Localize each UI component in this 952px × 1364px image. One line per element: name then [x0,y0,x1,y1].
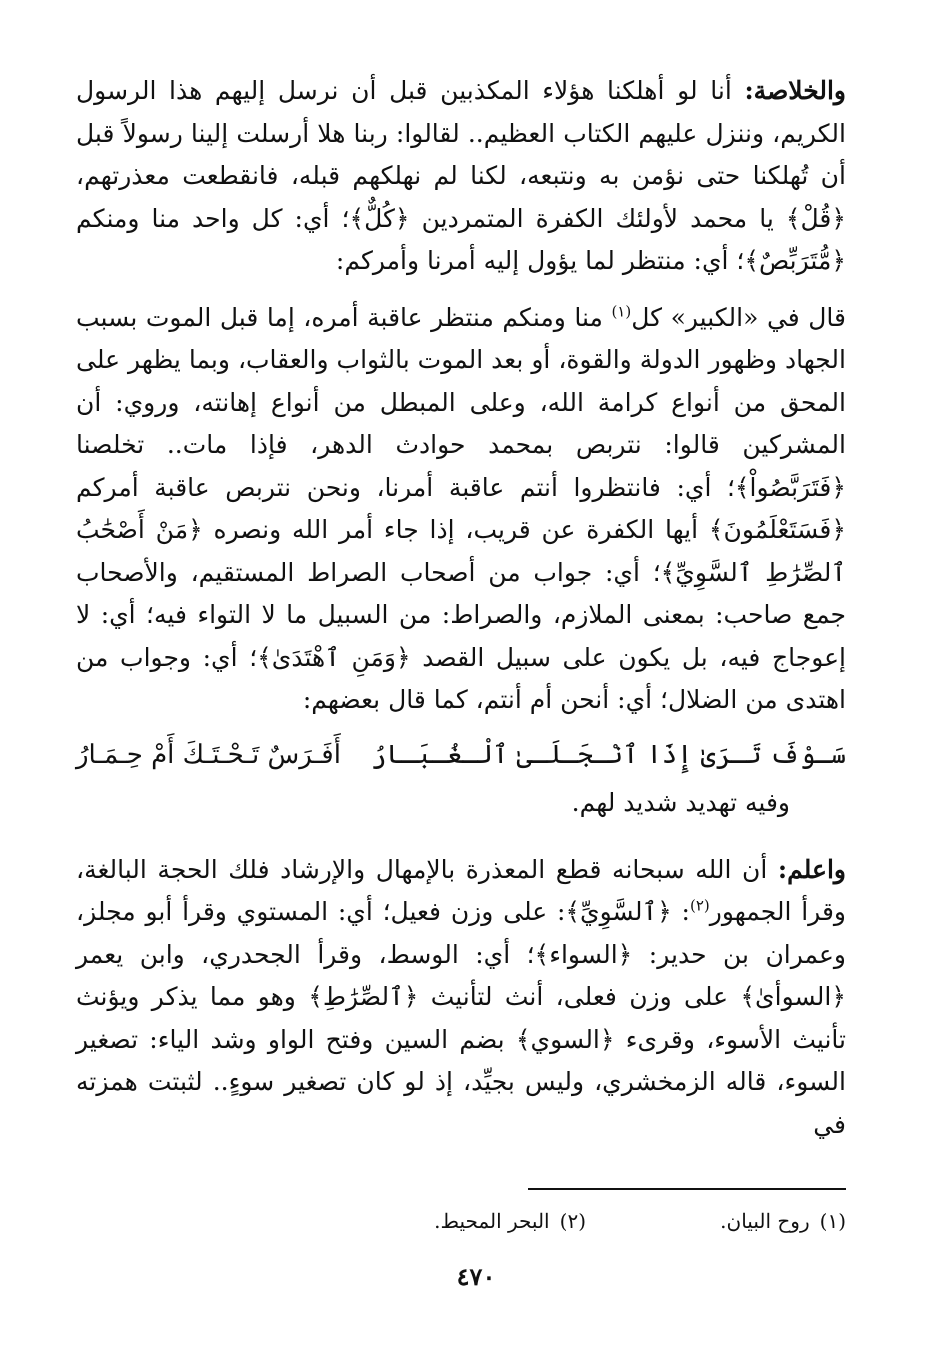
paragraph-lead: واعلم: [777,854,846,884]
verse-hemistich-second: أَفَـرَسٌ تَـحْـتَـكَ أَمْ حِـمَـارُ [76,739,341,770]
paragraph-commentary [76,297,846,722]
paragraph-text-after-note: : ﴿ٱلسَّوِيِّ﴾: على وزن فعيل؛ أي: المستوي وقرأ أبو مجلز، وعمران بن حدير: ﴿السواء﴾؛ أي: الوسط، وقرأ الجحدري، وابن يعمر ﴿السوأىٰ﴾ على وزن فعلى، أنث لتأنيث ﴿ٱلصِّرَٰطِ﴾ وهو مما يذكر ويؤنث تأنيث الأسوء، وقرىء ﴿السوي﴾ بضم السين وفتح الواو وشد الياء: تصغير السوء، قاله الزمخشري، وليس بجيِّد، إذ لو كان تصغير سوءٍ.. لثبتت همزته في [76,897,846,1139]
footnote-number: (٢) [559,1209,586,1233]
page-number: ٤٧٠ [456,1262,496,1291]
page-body [76,70,846,1146]
paragraph-text-after-note: منا ومنكم منتظر عاقبة أمره، إما قبل الموت بسبب الجهاد وظهور الدولة والقوة، أو بعد الموت بالثواب والعقاب، وبما يظهر على المحق من أنواع كرامة الله، وعلى المبطل من أنواع إهانته، وروي: أن المشركين قالوا: نتربص بمحمد حوادث الدهر، فإذا مات.. تخلصنا ﴿فَتَرَبَّصُواْ﴾؛ أي: فانتظروا أنتم عاقبة أمرنا، ونحن نتربص عاقبة أمركم ﴿فَسَتَعْلَمُونَ﴾ أيها الكفرة عن قريب، إذا جاء أمر الله ونصره ﴿مَنْ أَصْحَٰبُ ٱلصِّرَٰطِ ٱلسَّوِيِّ﴾؛ أي: جواب من أصحاب الصراط المستقيم، والأصحاب جمع صاحب: بمعنى الملازم، والصراط: من السبيل ما لا التواء فيه؛ أي: لا إعوجاج فيه، بل يكون على سبيل القصد ﴿وَمَنِ ٱهْتَدَىٰ﴾؛ أي: وجواب من اهتدى من الضلال؛ أي: أنحن أم أنتم، كما قال بعضهم: [76,302,846,714]
paragraph-text-before-note: قال في «الكبير» كل [631,302,846,332]
footnote-text: البحر المحيط. [434,1209,550,1233]
paragraph-lead: والخلاصة: [744,76,846,105]
footnote-text: روح البيان. [720,1209,810,1233]
footnote-1 [586,1206,846,1236]
footnote-ref-1: (١) [611,302,632,321]
footnote-divider [528,1188,846,1190]
paragraph-summary [76,70,846,283]
verse-comment: وفيه تهديد شديد لهم. [571,787,790,817]
footnote-ref-2: (٢) [689,896,710,915]
paragraph-text-before-note: أن الله سبحانه قطع المعذرة بالإمهال والإرشاد فلك الحجة البالغة، وقرأ الجمهور [76,854,847,926]
footnote-number: (١) [819,1209,846,1233]
poetry-verse [76,732,846,778]
paragraph-readings [76,849,846,1147]
footnote-2 [286,1206,586,1236]
verse-hemistich-first: سَـوْفَ تَـرَىٰ إِذَا ٱنْـجَـلَـىٰ ٱلْـغُـبَـارُ [371,739,846,770]
paragraph-text: أنا لو أهلكنا هؤلاء المكذبين قبل أن نرسل إليهم هذا الرسول الكريم، وننزل عليهم الكتاب العظيم.. لقالوا: ربنا هلا أرسلت إلينا رسولاً قبل أن تُهلكنا حتى نؤمن به ونتبعه، لكنا لم نهلكهم قبله، فانقطعت معذرتهم، ﴿قُلْ﴾ يا محمد لأولئك الكفرة المتمردين ﴿كُلٌّ﴾؛ أي: كل واحد منا ومنكم ﴿مُّتَرَبِّصٌ﴾؛ أي: منتظر لما يؤول إليه أمرنا وأمركم: [76,76,846,275]
footnotes [146,1206,846,1236]
